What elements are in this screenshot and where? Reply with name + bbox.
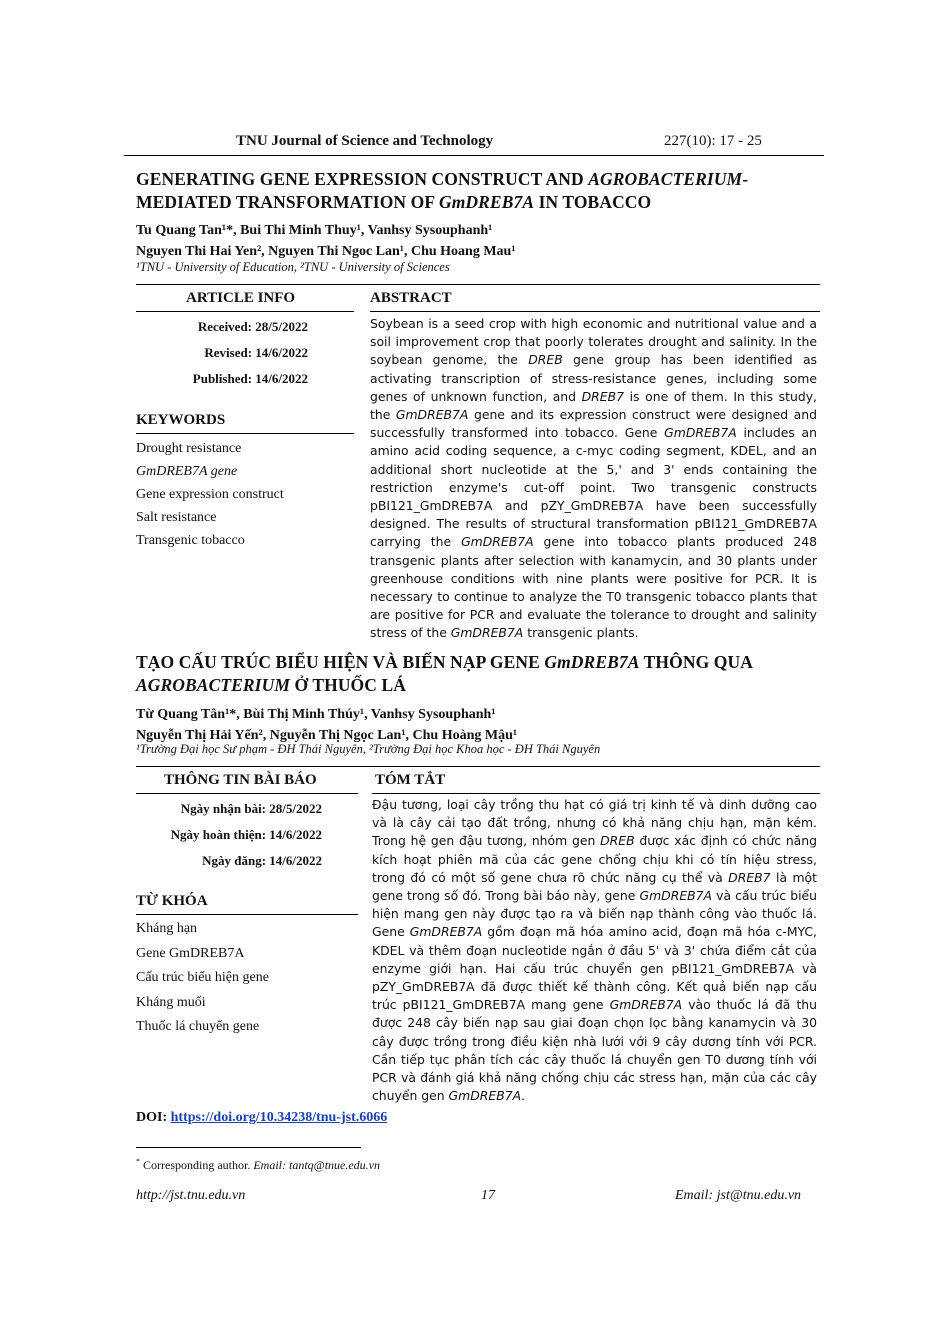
keyword bbox=[136, 464, 354, 487]
article-info-heading: ARTICLE INFO bbox=[186, 290, 296, 306]
received-date: Received: 28/5/2022 bbox=[197, 319, 308, 334]
english-abstract: Soybean is a seed crop with high economic and nutritional value and a soil improvement crop that poorly tolerates drought and salinity. In the soybean genome, the DREB gene group has been identified as activating transcription of stress-resistance genes, including some genes of unknown function, and DREB7 is one of them. In this study, the GmDREB7A gene and its expression construct were designed and successfully transformed into tobacco. Gene GmDREB7A includes an amino acid coding sequence, a c-myc coding segment, KDEL, and an additional short nucleotide at the 5,' and 3' ends containing the restriction enzyme's cut-off point. Two transgenic constructs pBI121_GmDREB7A and pZY_GmDREB7A have been successfully designed. The results of structural transformation pBI121_GmDREB7A carrying the GmDREB7A gene into tobacco plants produced 248 transgenic plants after selection with kanamycin, and 30 plants under greenhouse conditions with nine plants were positive for PCR. It is necessary to continue to analyze the T0 transgenic tobacco plants that are positive for PCR and evaluate the tolerance to drought and salinity stress of the GmDREB7A transgenic plants. bbox=[370, 316, 817, 641]
rule bbox=[136, 914, 358, 915]
rule bbox=[136, 433, 354, 434]
article-info-heading-vi: THÔNG TIN BÀI BÁO bbox=[164, 772, 317, 788]
abstract-heading: ABSTRACT bbox=[370, 290, 452, 306]
rule bbox=[370, 311, 820, 312]
footnote-marker: * bbox=[136, 1157, 140, 1166]
footnote-label: Corresponding author. bbox=[140, 1158, 254, 1172]
footnote-rule bbox=[136, 1147, 361, 1148]
keywords-list-vi bbox=[136, 921, 358, 1044]
doi-label: DOI: bbox=[136, 1110, 171, 1125]
english-affiliation: ¹TNU - University of Education, ²TNU - University of Sciences bbox=[136, 260, 450, 274]
footer-website[interactable]: http://jst.tnu.edu.vn bbox=[136, 1188, 246, 1203]
english-title: GENERATING GENE EXPRESSION CONSTRUCT AND AGROBACTERIUM- MEDIATED TRANSFORMATION OF GmDREB7A IN TOBACCO bbox=[136, 169, 749, 212]
vietnamese-authors: Từ Quang Tân¹*, Bùi Thị Minh Thúy¹, Vanhsy Sysouphanh¹ Nguyễn Thị Hải Yến², Nguyễn Thị Ngọc Lan¹, Chu Hoàng Mậu¹ bbox=[136, 707, 518, 743]
keyword: Thuốc lá chuyển gene bbox=[136, 1019, 260, 1034]
rule bbox=[372, 793, 820, 794]
footer-email: Email: jst@tnu.edu.vn bbox=[675, 1188, 802, 1203]
keyword: Salt resistance bbox=[136, 510, 217, 525]
keyword: Cấu trúc biểu hiện gene bbox=[136, 970, 269, 985]
journal-volume: 227(10): 17 - 25 bbox=[664, 133, 762, 149]
doi-link[interactable]: https://doi.org/10.34238/tnu-jst.6066 bbox=[170, 1110, 388, 1125]
article-dates-vi bbox=[136, 801, 322, 879]
english-authors: Tu Quang Tan¹*, Bui Thi Minh Thuy¹, Vanhsy Sysouphanh¹ Nguyen Thi Hai Yen², Nguyen Thi Ngoc Lan¹, Chu Hoang Mau¹ bbox=[136, 223, 516, 259]
keyword: Drought resistance bbox=[136, 441, 242, 456]
header-rule bbox=[124, 155, 824, 156]
keyword-italic: GmDREB7A gene bbox=[136, 464, 238, 479]
page-number: 17 bbox=[481, 1188, 495, 1203]
keyword: Kháng hạn bbox=[136, 921, 198, 936]
rule bbox=[136, 284, 820, 285]
revised-date: Revised: 14/6/2022 bbox=[204, 345, 308, 360]
doi bbox=[136, 1110, 387, 1126]
footnote bbox=[136, 1158, 380, 1173]
vietnamese-abstract: Đậu tương, loại cây trồng thu hạt có giá trị kinh tế và dinh dưỡng cao và là cây cải tạo đất trồng, nhưng có khả năng chịu hạn, mặn kém. Trong hệ gen đậu tương, nhóm gen DREB được xác định có chức năng kích hoạt phiên mã của các gene chống chịu khi có tín hiệu stress, trong đó có một số gene chưa rõ chức năng cụ thể và DREB7 là một gene trong số đó. Trong bài báo này, gene GmDREB7A và cấu trúc biểu hiện mang gen này được tạo ra và biến nạp thành công vào thuốc lá. Gene GmDREB7A gồm đoạn mã hóa amino acid, đoạn mã hóa c-MYC, KDEL và thêm đoạn nucleotide ngắn ở đầu 5' và 3' chứa điểm cắt của enzyme giới hạn. Hai cấu trúc chuyển gen pBI121_GmDREB7A và pZY_GmDREB7A đã được thiết kế thành công. Kết quả biến nạp cấu trúc pBI121_GmDREB7A mang gene GmDREB7A vào thuốc lá đã thu được 248 cây biến nạp sau giai đoạn chọn lọc bằng kanamycin và 30 cây được trồng trong điều kiện nhà lưới với 9 cây dương tính với PCR. Cần tiếp tục phân tích các cây thuốc lá chuyển gen T0 dương tính với PCR và đánh giá khả năng chống chịu các stress hạn, mặn của các cây chuyển gen GmDREB7A. bbox=[372, 797, 818, 1104]
vietnamese-title: TẠO CẤU TRÚC BIỂU HIỆN VÀ BIẾN NẠP GENE GmDREB7A THÔNG QUA AGROBACTERIUM Ở THUỐC LÁ bbox=[136, 652, 753, 695]
keywords-list bbox=[136, 441, 354, 556]
revised-date-vi: Ngày hoàn thiện: 14/6/2022 bbox=[170, 827, 322, 842]
rule bbox=[136, 793, 358, 794]
keyword: Transgenic tobacco bbox=[136, 533, 245, 548]
keyword: Gene expression construct bbox=[136, 487, 284, 502]
keyword: Kháng muối bbox=[136, 994, 206, 1010]
journal-header bbox=[124, 130, 824, 154]
vietnamese-affiliation: ¹Trường Đại học Sư phạm - ĐH Thái Nguyên, ²Trường Đại học Khoa học - ĐH Thái Nguyên bbox=[136, 742, 601, 756]
abstract-heading-vi: TÓM TẮT bbox=[375, 772, 446, 788]
rule bbox=[136, 766, 820, 767]
published-date: Published: 14/6/2022 bbox=[192, 371, 308, 386]
rule bbox=[136, 311, 354, 312]
published-date-vi: Ngày đăng: 14/6/2022 bbox=[202, 853, 322, 868]
article-dates bbox=[136, 319, 308, 397]
footnote-email: Email: tantq@tnue.edu.vn bbox=[253, 1158, 381, 1172]
keywords-heading-vi: TỪ KHÓA bbox=[136, 893, 208, 909]
keywords-heading: KEYWORDS bbox=[136, 412, 226, 428]
keyword: Gene GmDREB7A bbox=[136, 945, 245, 961]
journal-name: TNU Journal of Science and Technology bbox=[236, 133, 494, 149]
received-date-vi: Ngày nhận bài: 28/5/2022 bbox=[180, 801, 322, 816]
